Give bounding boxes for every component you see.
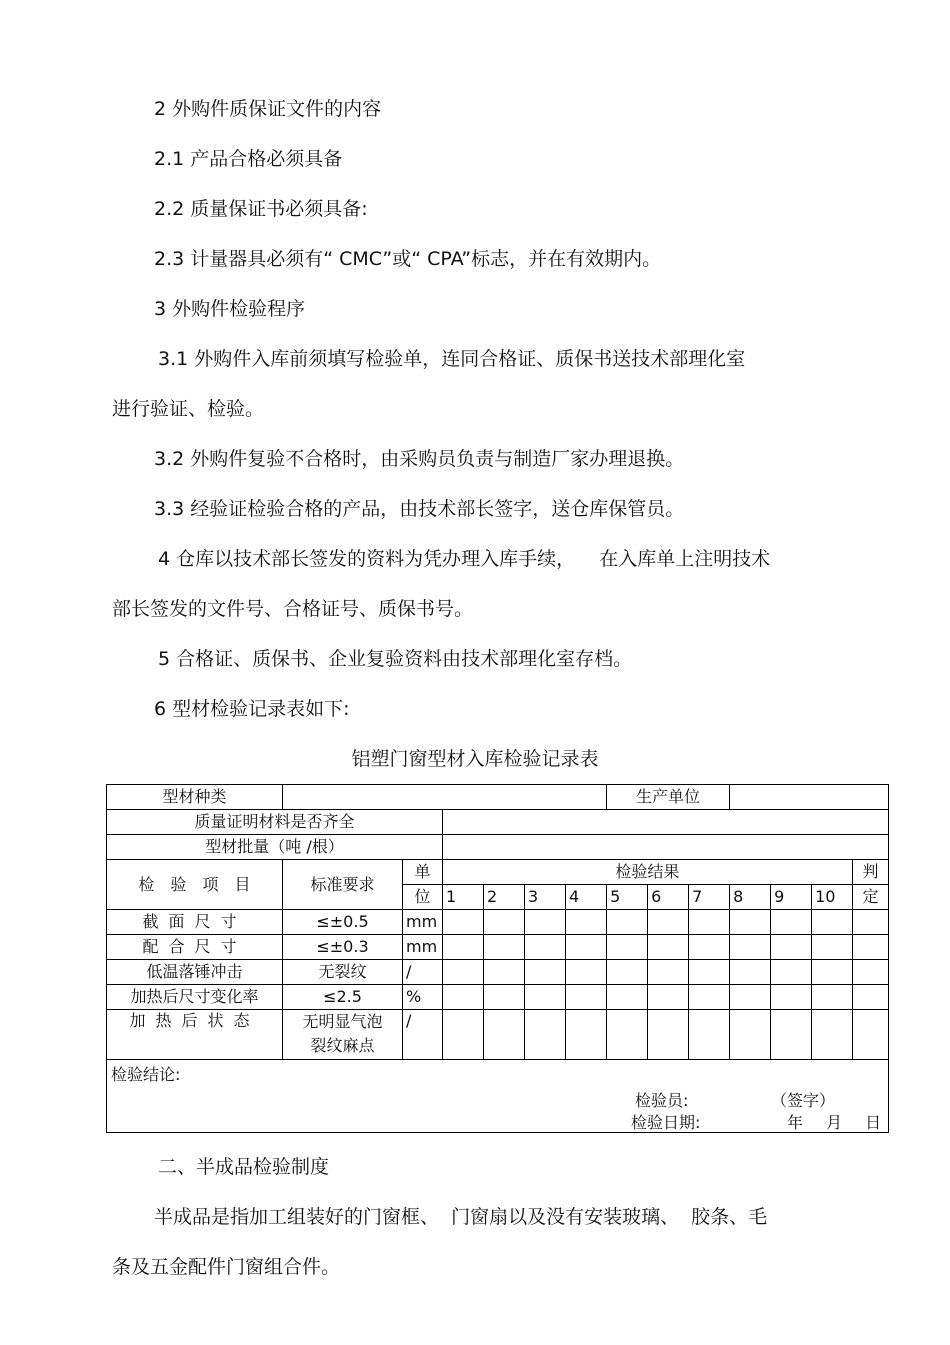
- profile-type-label: 型材种类: [107, 785, 283, 810]
- paragraph: 部长签发的文件号、合格证号、质保书号。: [112, 598, 474, 620]
- sample-number: 5: [607, 885, 648, 910]
- table-row: [107, 960, 889, 985]
- paragraph: 6 型材检验记录表如下:: [154, 698, 350, 720]
- sample-number: 10: [812, 885, 853, 910]
- row-standard-line: 无明显气泡: [302, 1012, 383, 1031]
- paragraph: 2.3 计量器具必须有“ CMC”或“ CPA”标志，并在有效期内。: [154, 248, 662, 270]
- row-item: 配合尺寸: [107, 935, 283, 960]
- sample-number: 7: [689, 885, 730, 910]
- row-standard: [283, 1010, 403, 1060]
- table-row: [107, 910, 889, 935]
- table-row: [107, 860, 889, 885]
- table-row: [107, 785, 889, 810]
- paragraph: 条及五金配件门窗组合件。: [112, 1256, 341, 1278]
- sample-number: 1: [443, 885, 484, 910]
- col-standard-header: 标准要求: [283, 860, 403, 910]
- profile-type-value: [283, 785, 607, 810]
- paragraph: 3.3 经验证检验合格的产品，由技术部长签字，送仓库保管员。: [154, 498, 685, 520]
- sample-number: 8: [730, 885, 771, 910]
- paragraph: 2 外购件质保证文件的内容: [154, 98, 382, 120]
- row-unit: /: [403, 960, 443, 985]
- row-item: 加热后状态: [107, 1010, 283, 1060]
- row-standard: ≤2.5: [283, 985, 403, 1010]
- paragraph: 半成品是指加工组装好的门窗框、 门窗扇以及没有安装玻璃、 胶条、毛: [154, 1206, 768, 1228]
- col-unit-header: 位: [403, 885, 443, 910]
- date-fields: 年 月 日: [787, 1113, 882, 1132]
- table-row: [107, 1010, 889, 1060]
- col-judge-header: 定: [853, 885, 889, 910]
- inspection-date-label: 检验日期:: [631, 1113, 701, 1132]
- row-standard-line: 裂纹麻点: [310, 1036, 375, 1055]
- inspector-label: 检验员:: [635, 1091, 689, 1110]
- table-row: [107, 935, 889, 960]
- table-row: [107, 1060, 889, 1133]
- row-standard: ≤±0.5: [283, 910, 403, 935]
- sample-number: 6: [648, 885, 689, 910]
- inspection-record-table: [106, 784, 889, 1133]
- paragraph: 3.1 外购件入库前须填写检验单，连同合格证、质保书送技术部理化室: [158, 348, 746, 370]
- batch-qty-label: 型材批量（吨 /根）: [107, 835, 443, 860]
- conclusion-label: 检验结论:: [111, 1065, 181, 1084]
- conclusion-cell: [107, 1060, 889, 1133]
- row-item: 截面尺寸: [107, 910, 283, 935]
- paragraph: 3.2 外购件复验不合格时，由采购员负责与制造厂家办理退换。: [154, 448, 685, 470]
- signature-label: （签字）: [771, 1091, 836, 1110]
- row-unit: /: [403, 1010, 443, 1060]
- paragraph: 5 合格证、质保书、企业复验资料由技术部理化室存档。: [158, 648, 633, 670]
- table-caption: 铝塑门窗型材入库检验记录表: [351, 748, 599, 770]
- docs-complete-label: 质量证明材料是否齐全: [107, 810, 443, 835]
- row-item: 加热后尺寸变化率: [107, 985, 283, 1010]
- row-unit: %: [403, 985, 443, 1010]
- sample-number: 9: [771, 885, 812, 910]
- sample-number: 4: [566, 885, 607, 910]
- row-standard: 无裂纹: [283, 960, 403, 985]
- sample-number: 3: [525, 885, 566, 910]
- sample-number: 2: [484, 885, 525, 910]
- row-standard: ≤±0.3: [283, 935, 403, 960]
- paragraph: 进行验证、检验。: [112, 398, 265, 420]
- docs-complete-value: [443, 810, 889, 835]
- col-judge-header: 判: [853, 860, 889, 885]
- section-heading: 二、半成品检验制度: [158, 1156, 330, 1178]
- table-row: [107, 985, 889, 1010]
- producer-value: [730, 785, 889, 810]
- table-row: [107, 835, 889, 860]
- row-unit: mm: [403, 935, 443, 960]
- row-unit: mm: [403, 910, 443, 935]
- paragraph: 3 外购件检验程序: [154, 298, 306, 320]
- paragraph: 2.1 产品合格必须具备: [154, 148, 343, 170]
- batch-qty-value: [443, 835, 889, 860]
- col-unit-header: 单: [403, 860, 443, 885]
- col-item-header: 检 验 项 目: [107, 860, 283, 910]
- table-row: [107, 810, 889, 835]
- producer-label: 生产单位: [607, 785, 730, 810]
- col-results-header: 检验结果: [443, 860, 853, 885]
- paragraph: 2.2 质量保证书必须具备:: [154, 198, 368, 220]
- row-item: 低温落锤冲击: [107, 960, 283, 985]
- paragraph: 4 仓库以技术部长签发的资料为凭办理入库手续， 在入库单上注明技术: [158, 548, 771, 570]
